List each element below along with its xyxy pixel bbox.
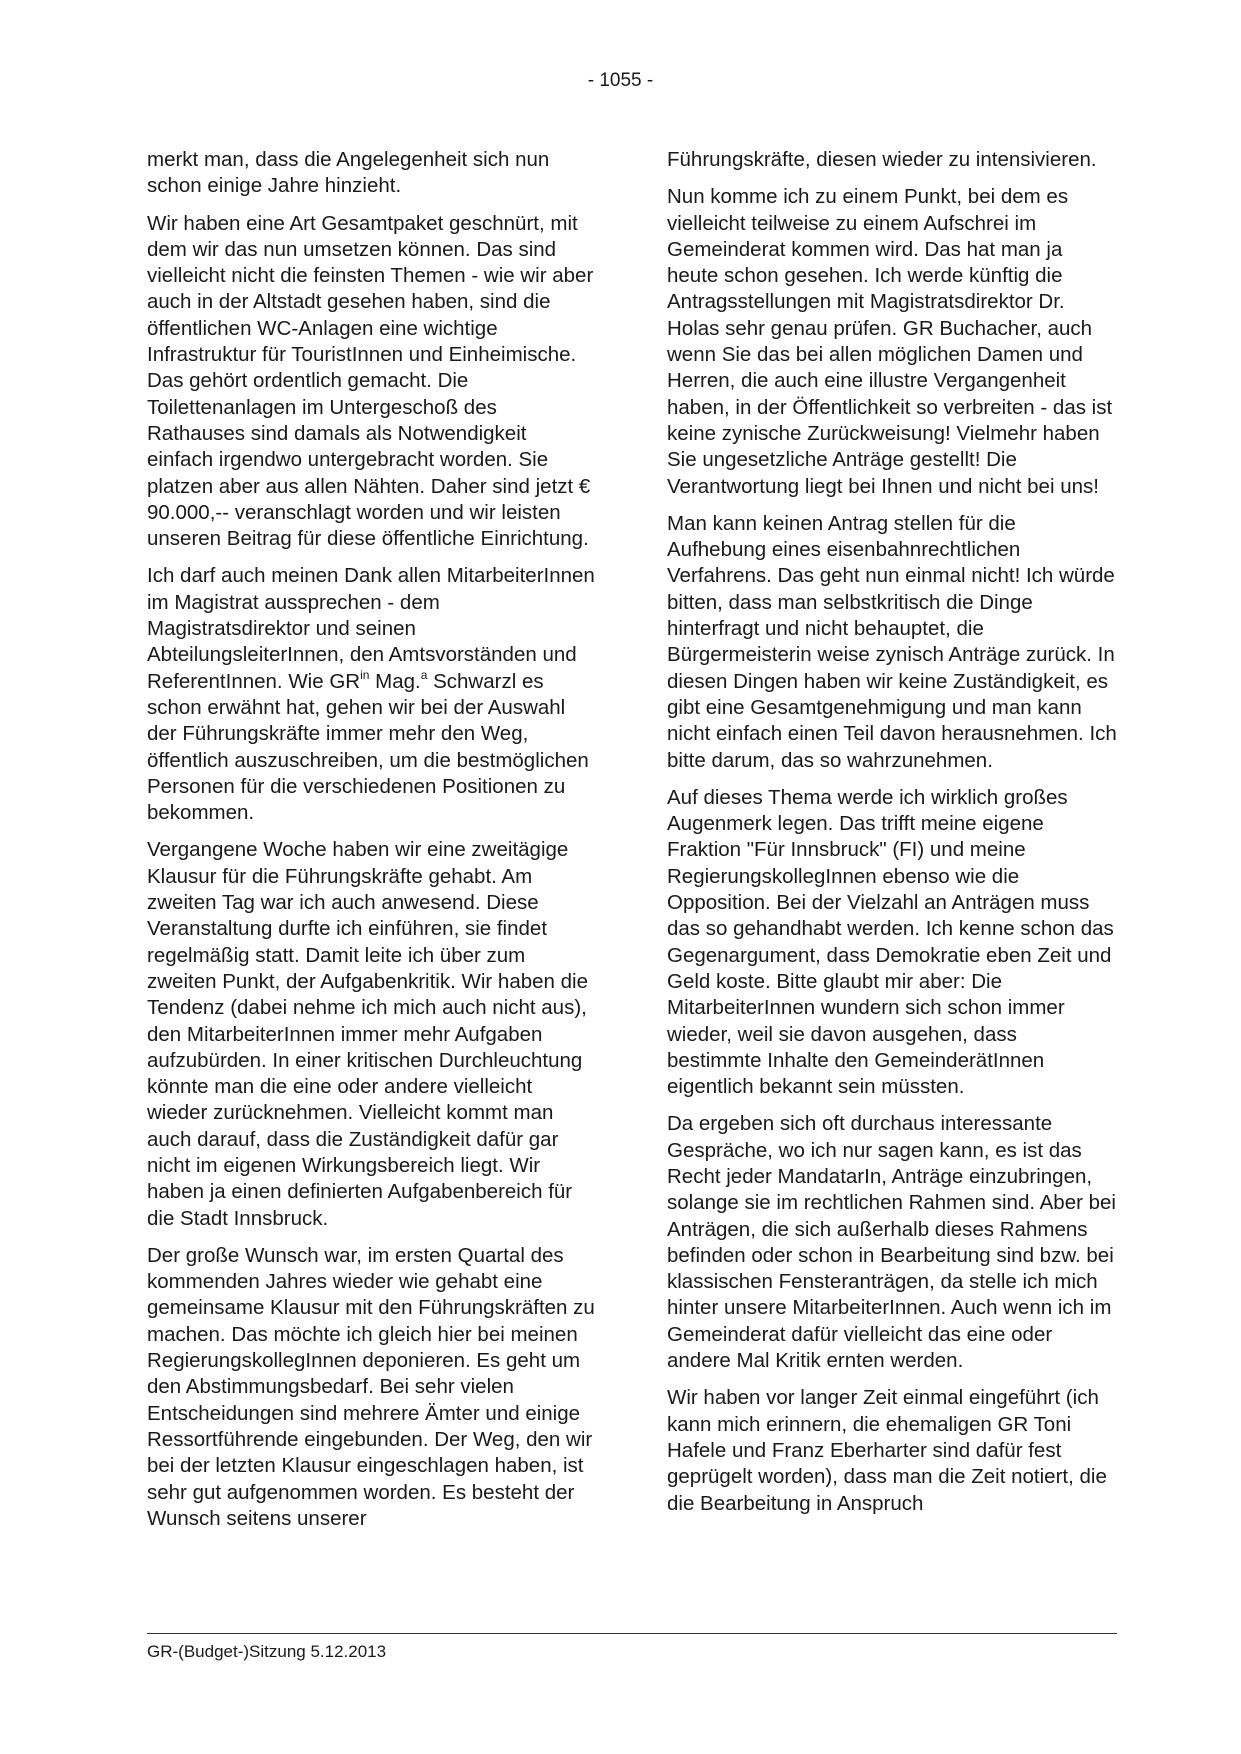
paragraph: merkt man, dass die Angelegenheit sich nun schon einige Jahre hinzieht. (147, 148, 550, 198)
paragraph: Vergangene Woche haben wir eine zweitägige Klausur für die Führungskräfte gehabt. Am zweiten Tag war ich auch anwesend. Diese Veranstaltung durfte ich einführen, sie findet regelmäßig statt. Damit leite ich über zum zweiten Punkt, der Aufgabenkritik. Wir haben die Tendenz (dabei nehme ich mich auch nicht aus), den MitarbeiterInnen immer mehr Aufgaben aufzubürden. In einer kritischen Durchleuchtung könnte man die eine oder andere vielleicht wieder zurücknehmen. Vielleicht kommt man auch darauf, dass die Zuständigkeit dafür gar nicht im eigenen Wirkungsbereich liegt. Wir haben ja einen definierten Aufgabenbereich für die Stadt Innsbruck. (147, 838, 588, 1230)
left-column (147, 147, 597, 1543)
superscript: in (360, 667, 370, 682)
paragraph: Nun komme ich zu einem Punkt, bei dem es vielleicht teilweise zu einem Aufschrei im Gemeinderat kommen wird. Das hat man ja heute schon gesehen. Ich werde künftig die Antragsstellungen mit Magistratsdirektor Dr. Holas sehr genau prüfen. GR Buchacher, auch wenn Sie das bei allen möglichen Damen und Herren, die auch eine illustre Vergangenheit haben, in der Öffentlichkeit so verbreiten - das ist keine zynische Zurückweisung! Vielmehr haben Sie ungesetzliche Anträge gestellt! Die Verantwortung liegt bei Ihnen und nicht bei uns! (667, 185, 1113, 498)
footer-divider (147, 1633, 1117, 1634)
paragraph: Der große Wunsch war, im ersten Quartal des kommenden Jahres wieder wie gehabt eine gemeinsame Klausur mit den Führungskräften zu machen. Das möchte ich gleich hier bei meinen RegierungskollegInnen deponieren. Es geht um den Abstimmungsbedarf. Bei sehr vielen Entscheidungen sind mehrere Ämter und einige Ressortführende eingebunden. Der Weg, den wir bei der letzten Klausur eingeschlagen haben, ist sehr gut aufgenommen worden. Es besteht der Wunsch seitens unserer (147, 1243, 595, 1530)
superscript: a (420, 667, 428, 682)
paragraph: Wir haben vor langer Zeit einmal eingeführt (ich kann mich erinnern, die ehemaligen GR Toni Hafele und Franz Eberharter sind dafür fest geprügelt worden), dass man die Zeit notiert, die die Bearbeitung in Anspruch (667, 1386, 1107, 1515)
footer-session-label: GR-(Budget-)Sitzung 5.12.2013 (147, 1642, 387, 1661)
right-column (667, 147, 1117, 1528)
text-run: Ich darf auch meinen Dank allen MitarbeiterInnen im Magistrat aussprechen - dem Magistratsdirektor und seinen AbteilungsleiterInnen, den Amtsvorständen und ReferentInnen. Wie GR (147, 564, 595, 693)
paragraph (147, 563, 597, 826)
paragraph: Da ergeben sich oft durchaus interessante Gespräche, wo ich nur sagen kann, es ist das Recht jeder MandatarIn, Anträge einzubringen, solange sie im rechtlichen Rahmen sind. Aber bei Anträgen, die sich außerhalb dieses Rahmens befinden oder schon in Bearbeitung sind bzw. bei klassischen Fensteranträgen, da stelle ich mich hinter unsere MitarbeiterInnen. Auch wenn ich im Gemeinderat dafür vielleicht das eine oder andere Mal Kritik ernten werden. (667, 1112, 1116, 1373)
paragraph: Man kann keinen Antrag stellen für die Aufhebung eines eisenbahnrechtlichen Verfahrens. Das geht nun einmal nicht! Ich würde bitten, dass man selbstkritisch die Dinge hinterfragt und nicht behauptet, die Bürgermeisterin weise zynisch Anträge zurück. In diesen Dingen haben wir keine Zuständigkeit, es gibt eine Gesamtgenehmigung und man kann nicht einfach einen Teil davon herausnehmen. Ich bitte darum, das so wahrzunehmen. (667, 511, 1117, 772)
paragraph: Führungskräfte, diesen wieder zu intensivieren. (667, 148, 1097, 171)
text-run: Mag. (369, 669, 421, 693)
page-number: - 1055 - (587, 70, 654, 91)
text-run: Schwarzl es schon erwähnt hat, gehen wir bei der Auswahl der Führungskräfte immer mehr den Weg, öffentlich auszuschreiben, um die bestmöglichen Personen für die verschiedenen Positionen zu bekommen. (147, 669, 589, 825)
paragraph: Wir haben eine Art Gesamtpaket geschnürt, mit dem wir das nun umsetzen können. Das sind vielleicht nicht die feinsten Themen - wie wir aber auch in der Altstadt gesehen haben, sind die öffentlichen WC-Anlagen eine wichtige Infrastruktur für TouristInnen und Einheimische. Das gehört ordentlich gemacht. Die Toilettenanlagen im Untergeschoß des Rathauses sind damals als Notwendigkeit einfach irgendwo untergebracht worden. Sie platzen aber aus allen Nähten. Daher sind jetzt € 90.000,-- veranschlagt worden und wir leisten unseren Beitrag für diese öffentliche Einrichtung. (147, 211, 594, 551)
paragraph: Auf dieses Thema werde ich wirklich großes Augenmerk legen. Das trifft meine eigene Fraktion "Für Innsbruck" (FI) und meine RegierungskollegInnen ebenso wie die Opposition. Bei der Vielzahl an Anträgen muss das so gehandhabt werden. Ich kenne schon das Gegenargument, dass Demokratie eben Zeit und Geld koste. Bitte glaubt mir aber: Die MitarbeiterInnen wundern sich schon immer wieder, weil sie davon ausgehen, dass bestimmte Inhalte den GemeinderätInnen eigentlich bekannt sein müssten. (667, 785, 1114, 1099)
